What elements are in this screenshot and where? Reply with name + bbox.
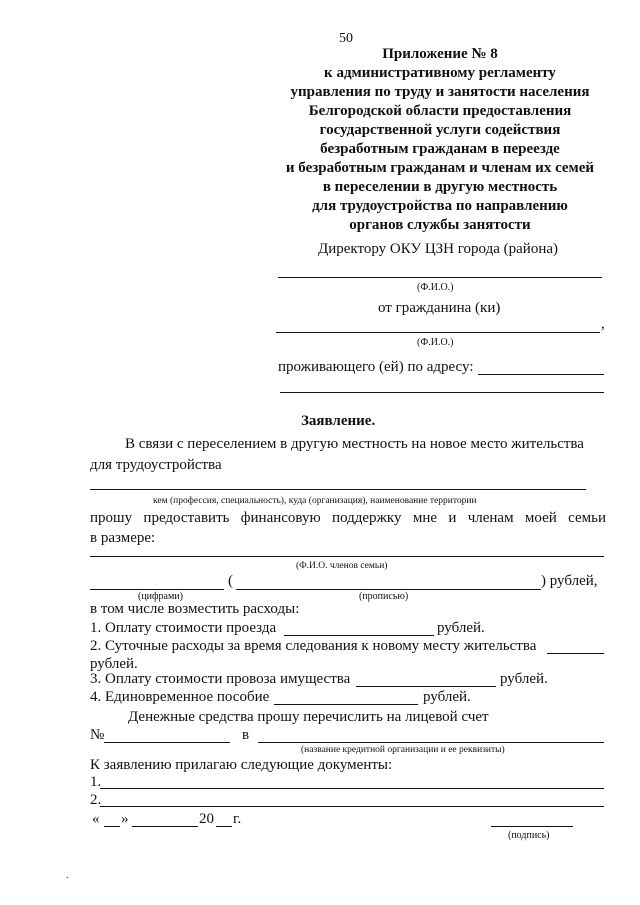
bank-line[interactable] [258,742,604,743]
heading-line: управления по труду и занятости населения [290,84,590,100]
heading-line: Приложение № 8 [382,46,498,62]
heading-line: к административному регламенту [324,65,556,81]
attachments-label: К заявлению прилагаю следующие документы: [90,757,393,773]
heading-line: государственной услуги содействия [319,122,561,138]
digits-caption: (цифрами) [138,591,183,602]
whom-where-line[interactable] [90,489,586,490]
date-year-suffix: г. [233,811,242,827]
request-text-cont: в размере: [90,530,156,546]
attachment-line-2[interactable] [100,806,604,807]
transfer-text: Денежные средства прошу перечислить на лицевой счет [128,709,489,725]
page-number: 50 [339,31,353,46]
director-fio-line[interactable] [278,277,602,278]
signature-caption: (подпись) [508,830,550,841]
date-quote-close: » [121,811,129,827]
amount-words-line[interactable] [236,589,541,590]
including-label: в том числе возместить расходы: [90,601,300,617]
address-line-2[interactable] [280,392,604,393]
whom-where-caption: кем (профессия, специальность), куда (организация), наименование территории [153,496,477,506]
date-quote-open: « [92,811,100,827]
attachment-number: 1. [90,774,102,790]
rubles-unit: рублей. [437,620,485,636]
heading-line: органов службы занятости [349,217,531,233]
heading-line: Белгородской области предоставления [308,103,572,119]
daily-amount-line[interactable] [547,653,604,654]
date-year-line[interactable] [216,826,232,827]
footer-mark: . [66,870,69,881]
request-text: прошу предоставить финансовую поддержку мне и членам моей семьи [90,510,606,526]
residing-label: проживающего (ей) по адресу: [278,359,474,375]
fio-caption: (Ф.И.О.) [417,282,454,293]
bank-caption: (название кредитной организации и ее реквизиты) [301,745,505,755]
date-day-line[interactable] [104,826,120,827]
from-citizen-label: от гражданина (ки) [378,300,501,316]
rubles-unit: рублей. [500,671,548,687]
fio-caption: (Ф.И.О.) [417,337,454,348]
attachment-number: 2. [90,792,102,808]
statement-intro: В связи с переселением в другую местность на новое место жительства [125,436,584,452]
rubles-suffix: ) рублей, [541,573,598,589]
date-month-line[interactable] [132,826,198,827]
citizen-fio-line[interactable] [276,332,600,333]
signature-line[interactable] [491,826,573,827]
in-word: в [242,727,250,743]
rubles-unit: рублей. [423,689,471,705]
property-amount-line[interactable] [356,686,496,687]
family-members-line[interactable] [90,556,604,557]
expense-item-allowance: 4. Единовременное пособие [90,689,270,705]
date-year-prefix: 20 [199,811,214,827]
expense-item-daily: 2. Суточные расходы за время следования к новому месту жительства [90,638,537,654]
address-line-1[interactable] [478,374,604,375]
heading-line: для трудоустройства по направлению [312,198,568,214]
addressee-director: Директору ОКУ ЦЗН города (района) [318,241,558,257]
attachment-line-1[interactable] [100,788,604,789]
allowance-amount-line[interactable] [274,704,418,705]
heading-line: в переселении в другую местность [322,179,558,195]
rubles-unit: рублей. [90,656,138,672]
statement-intro-cont: для трудоустройства [90,457,222,473]
amount-digits-line[interactable] [90,589,224,590]
expense-item-property: 3. Оплату стоимости провоза имущества [90,671,351,687]
comma: , [601,316,605,332]
words-caption: (прописью) [359,591,409,602]
statement-title: Заявление. [301,413,376,429]
travel-amount-line[interactable] [284,635,434,636]
heading-line: и безработным гражданам и членам их семей [285,160,595,176]
family-members-caption: (Ф.И.О. членов семьи) [296,561,388,571]
paren-open: ( [228,573,233,589]
heading-line: безработным гражданам в переезде [320,141,560,157]
expense-item-travel: 1. Оплату стоимости проезда [90,620,277,636]
number-sign: № [90,727,105,743]
account-number-line[interactable] [104,742,230,743]
